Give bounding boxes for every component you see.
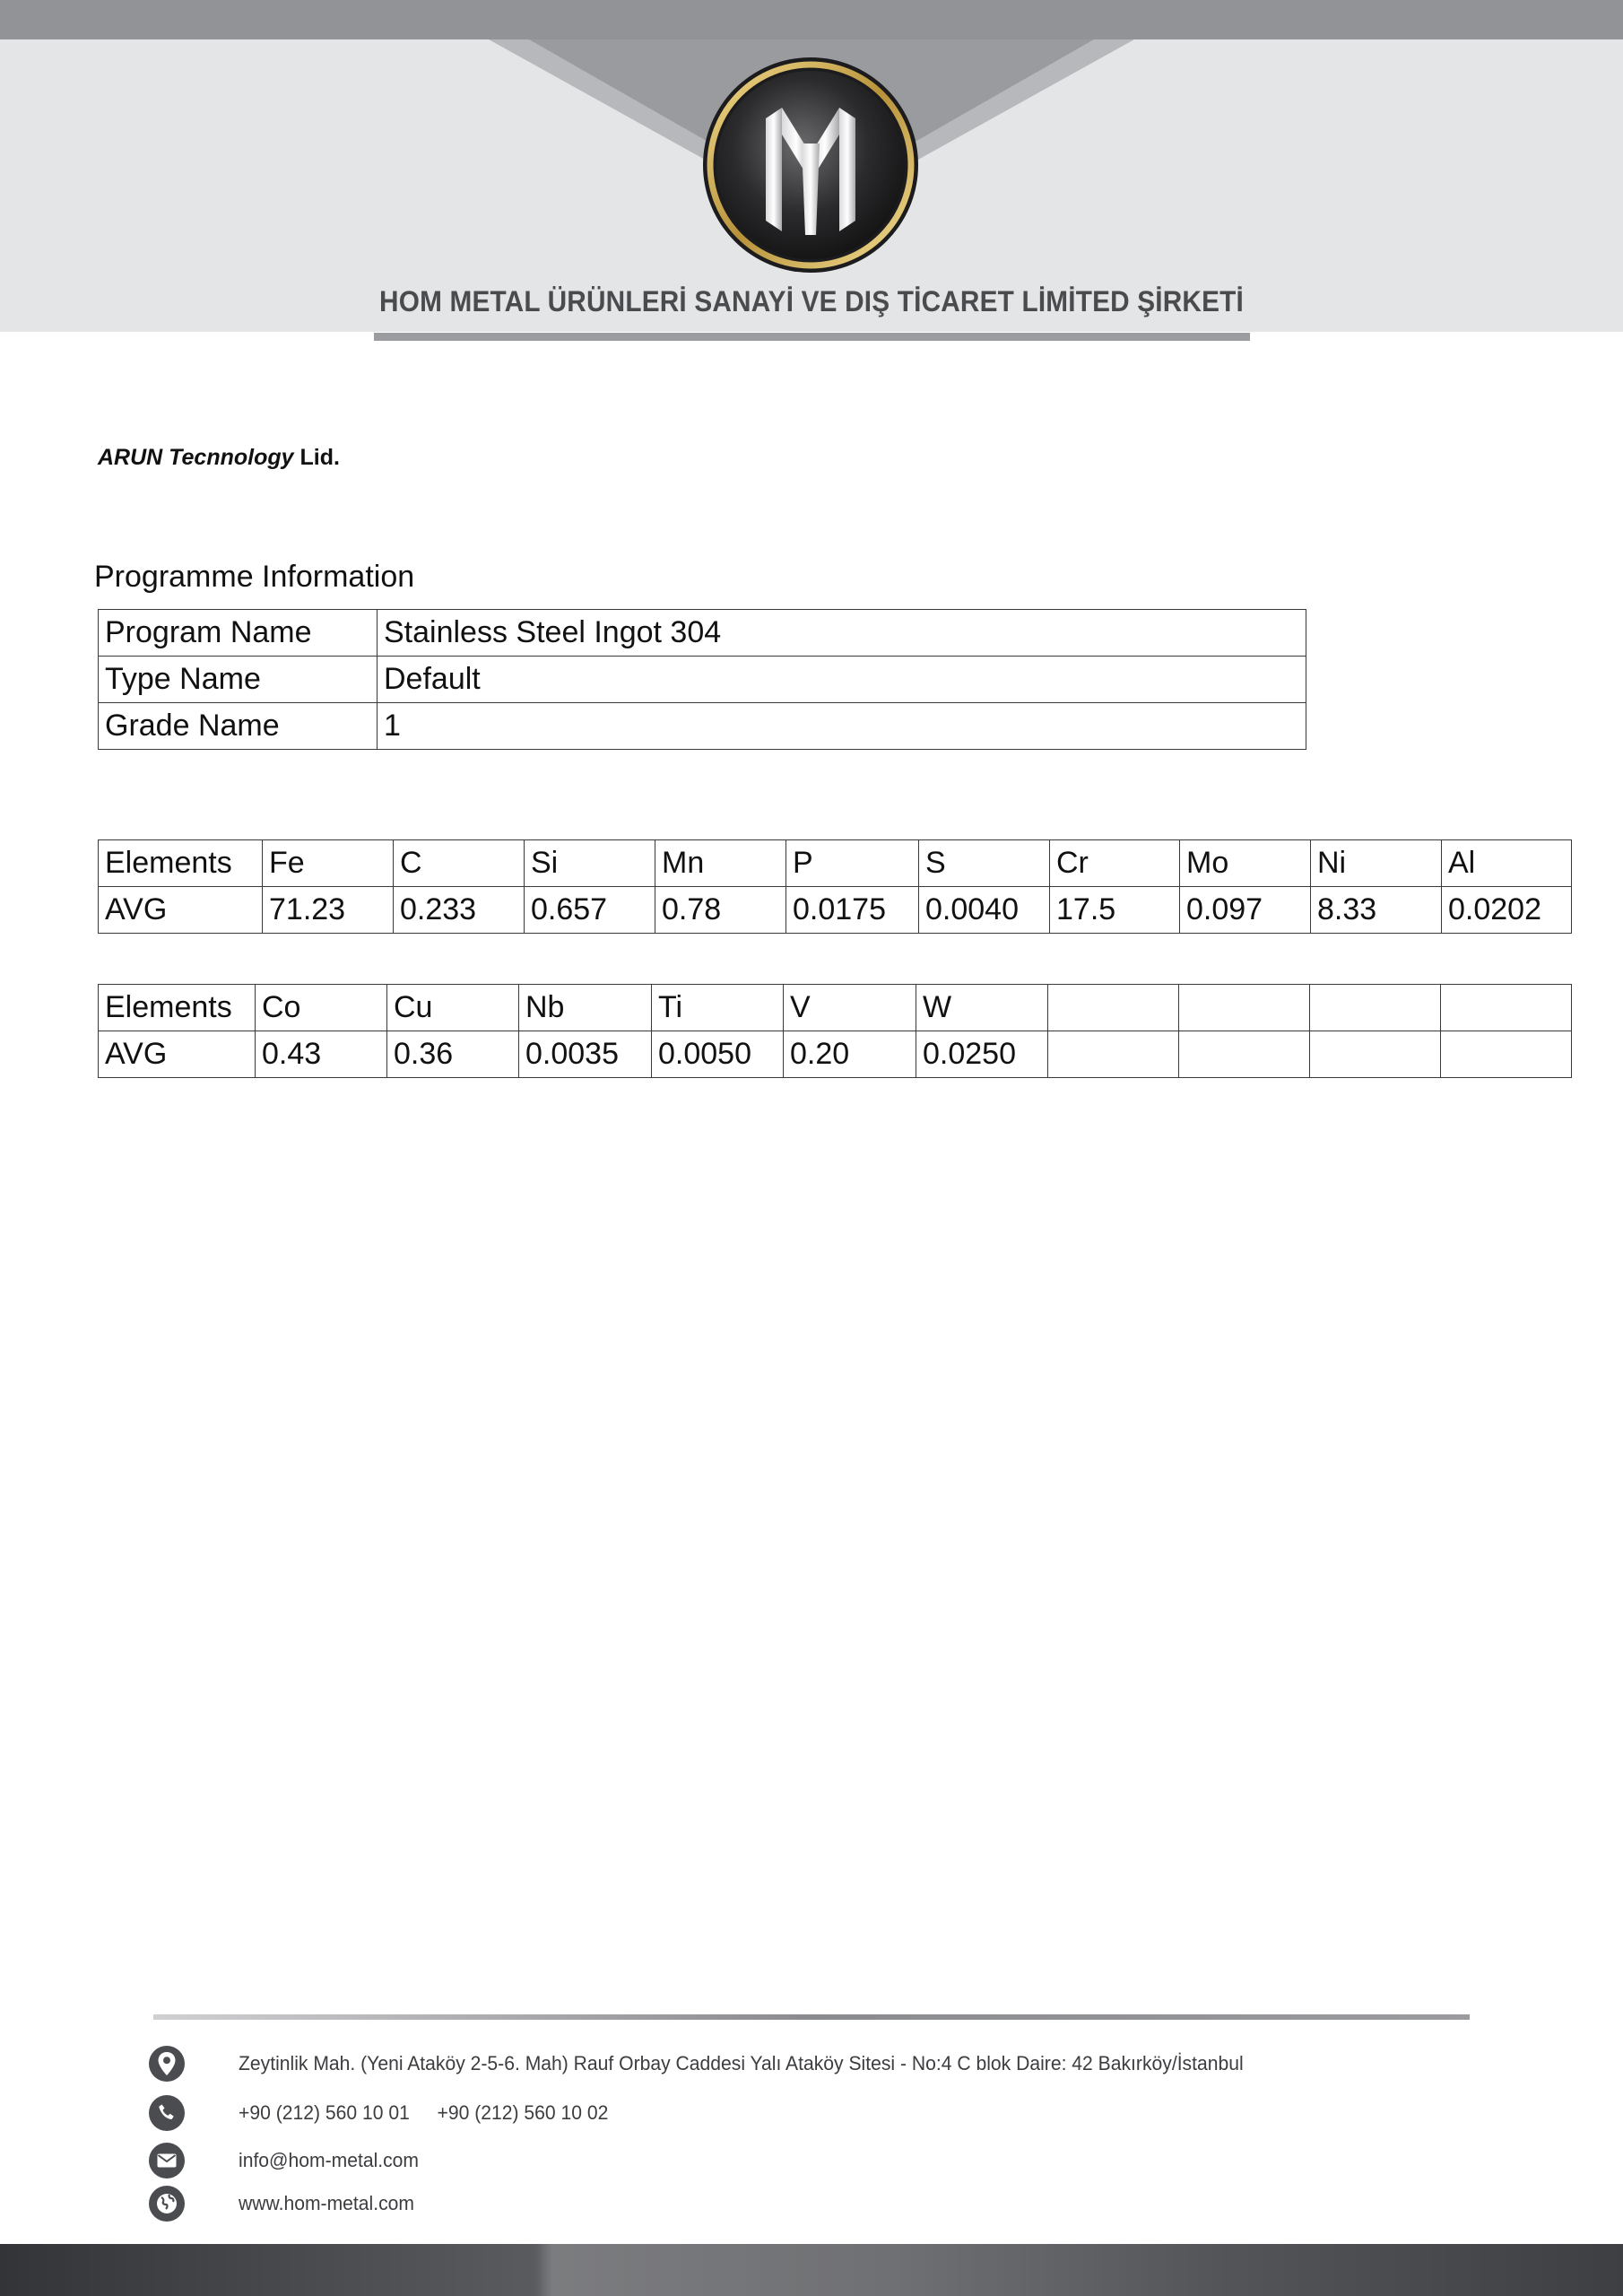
element-value: 0.36 — [387, 1031, 519, 1078]
program-name-value: Stainless Steel Ingot 304 — [378, 610, 1306, 657]
company-name-underline — [374, 333, 1250, 341]
element-symbol — [1048, 985, 1179, 1031]
phone-icon — [149, 2095, 185, 2131]
elements-avg-row — [99, 1031, 1572, 1078]
phone-numbers — [239, 2101, 608, 2125]
element-symbol: Fe — [263, 840, 394, 887]
element-value: 0.0175 — [786, 887, 919, 934]
element-symbol: Co — [256, 985, 387, 1031]
elements-header-label: Elements — [99, 985, 256, 1031]
type-name-value: Default — [378, 657, 1306, 703]
elements-header-row — [99, 985, 1572, 1031]
element-value — [1179, 1031, 1310, 1078]
elements-table-2 — [98, 984, 1572, 1078]
element-value: 0.43 — [256, 1031, 387, 1078]
element-symbol: Ni — [1311, 840, 1442, 887]
element-symbol — [1179, 985, 1310, 1031]
recipient-name — [98, 445, 340, 471]
element-value: 0.0202 — [1442, 887, 1572, 934]
address-text: Zeytinlik Mah. (Yeni Ataköy 2-5-6. Mah) Rauf Orbay Caddesi Yalı Ataköy Sitesi - No:4 C blok Daire: 42 Bakırköy/İstanbul — [239, 2052, 1244, 2074]
header-top-strip — [0, 0, 1623, 39]
element-value — [1441, 1031, 1572, 1078]
element-symbol: Cr — [1050, 840, 1180, 887]
element-symbol: C — [394, 840, 525, 887]
element-symbol: Mo — [1180, 840, 1311, 887]
element-value: 0.0040 — [919, 887, 1050, 934]
element-symbol: Ti — [652, 985, 784, 1031]
phone-number-2: +90 (212) 560 10 02 — [437, 2101, 609, 2124]
element-value: 0.233 — [394, 887, 525, 934]
table-row — [99, 657, 1306, 703]
elements-avg-row — [99, 887, 1572, 934]
email-text: info@hom-metal.com — [239, 2149, 420, 2171]
element-symbol: Al — [1442, 840, 1572, 887]
elements-table-1 — [98, 839, 1572, 934]
element-symbol: P — [786, 840, 919, 887]
element-symbol: Mn — [655, 840, 786, 887]
location-pin-icon — [149, 2046, 185, 2082]
footer-divider — [153, 2014, 1470, 2020]
element-value: 0.20 — [784, 1031, 916, 1078]
website-text: www.hom-metal.com — [239, 2192, 414, 2214]
element-value: 0.0050 — [652, 1031, 784, 1078]
avg-label: AVG — [99, 1031, 256, 1078]
footer-address — [149, 2046, 1285, 2082]
footer-phones — [149, 2095, 624, 2131]
element-symbol: Si — [525, 840, 655, 887]
table-row — [99, 703, 1306, 750]
company-logo — [701, 56, 920, 274]
element-symbol — [1310, 985, 1441, 1031]
programme-information-table — [98, 609, 1306, 750]
footer-bottom-bar — [0, 2244, 1623, 2296]
grade-name-label: Grade Name — [99, 703, 378, 750]
element-value: 71.23 — [263, 887, 394, 934]
footer-website — [149, 2186, 421, 2222]
element-value — [1310, 1031, 1441, 1078]
element-value: 0.657 — [525, 887, 655, 934]
element-symbol: S — [919, 840, 1050, 887]
element-symbol: W — [916, 985, 1048, 1031]
company-name: HOM METAL ÜRÜNLERİ SANAYİ VE DIŞ TİCARET LİMİTED ŞİRKETİ — [379, 285, 1244, 317]
element-value: 0.0035 — [519, 1031, 652, 1078]
element-value: 8.33 — [1311, 887, 1442, 934]
element-value: 0.78 — [655, 887, 786, 934]
email-icon — [149, 2143, 185, 2179]
element-symbol: V — [784, 985, 916, 1031]
avg-label: AVG — [99, 887, 263, 934]
element-value: 0.0250 — [916, 1031, 1048, 1078]
element-value: 0.097 — [1180, 887, 1311, 934]
element-symbol — [1441, 985, 1572, 1031]
recipient-name-italic: ARUN Tecnnology — [98, 445, 294, 470]
element-value: 17.5 — [1050, 887, 1180, 934]
phone-number-1: +90 (212) 560 10 01 — [239, 2101, 410, 2124]
element-symbol: Cu — [387, 985, 519, 1031]
program-name-label: Program Name — [99, 610, 378, 657]
recipient-name-suffix: Lid. — [299, 445, 340, 470]
element-value — [1048, 1031, 1179, 1078]
type-name-label: Type Name — [99, 657, 378, 703]
table-row — [99, 610, 1306, 657]
elements-header-row — [99, 840, 1572, 887]
globe-icon — [149, 2186, 185, 2222]
element-symbol: Nb — [519, 985, 652, 1031]
programme-information-title: Programme Information — [94, 560, 415, 594]
footer-email — [149, 2143, 426, 2179]
grade-name-value: 1 — [378, 703, 1306, 750]
elements-header-label: Elements — [99, 840, 263, 887]
